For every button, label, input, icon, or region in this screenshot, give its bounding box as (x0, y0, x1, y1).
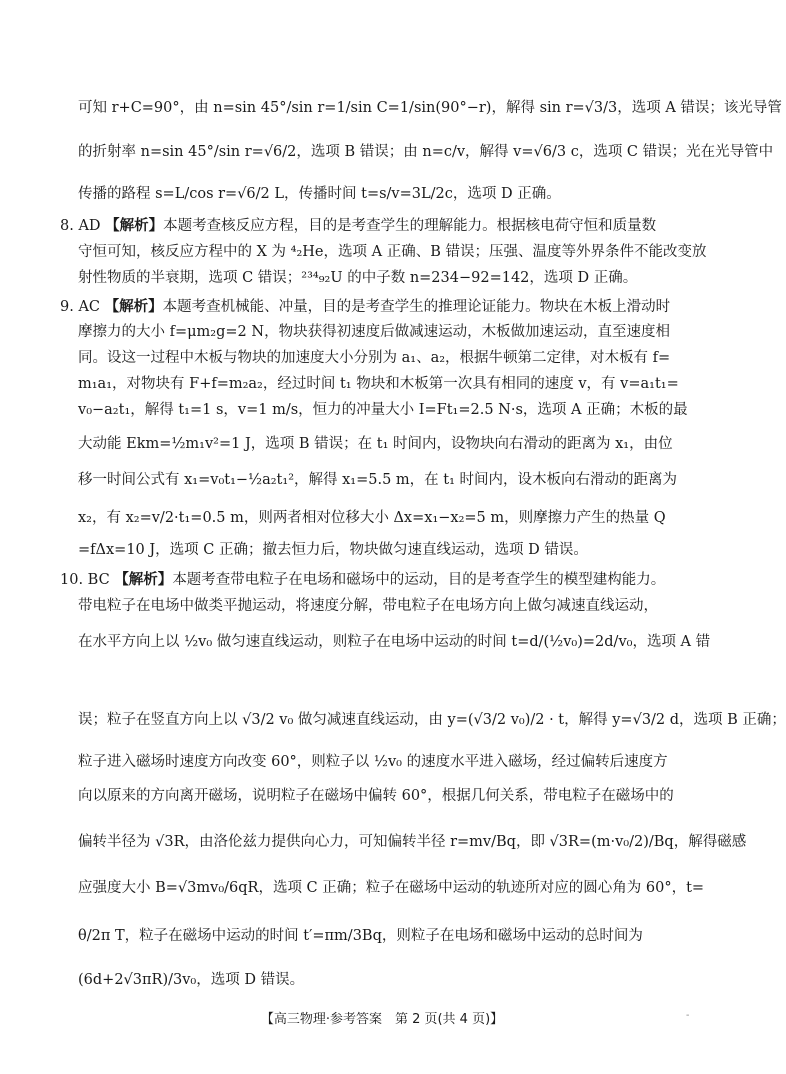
q10-line-10: (6d+2√3πR)/3v₀，选项 D 错误。 (78, 972, 305, 988)
q8-text-1: 本题考查核反应方程，目的是考查学生的理解能力。根据核电荷守恒和质量数 (163, 218, 657, 234)
corner-mark: - (686, 1010, 690, 1021)
q10-line-1 (60, 570, 700, 590)
q9-number: 9. AC (60, 299, 101, 315)
q7-line-3: 传播的路程 s=L/cos r=√6/2 L，传播时间 t=s/v=3L/2c，选项 D 正确。 (78, 186, 561, 202)
q8-number: 8. AD (60, 218, 101, 234)
q9-line-8: x₂，有 x₂=v/2·t₁=0.5 m，则两者相对位移大小 Δx=x₁−x₂=5 m，则摩擦力产生的热量 Q (78, 510, 666, 526)
q10-line-3: 在水平方向上以 ½v₀ 做匀速直线运动，则粒子在电场中运动的时间 t=d/(½v₀)=2d/v₀，选项 A 错 (78, 634, 711, 650)
q9-line-3: 同。设这一过程中木板与物块的加速度大小分别为 a₁、a₂，根据牛顿第二定律，对木板有 f= (78, 350, 671, 366)
q8-line-3: 射性物质的半衰期，选项 C 错误；²³⁴₉₂U 的中子数 n=234−92=142，选项 D 正确。 (78, 270, 638, 286)
q10-line-2: 带电粒子在电场中做类平抛运动，将速度分解，带电粒子在电场方向上做匀减速直线运动， (78, 598, 658, 614)
q10-number: 10. BC (60, 572, 110, 588)
q9-tag: 【解析】 (104, 298, 163, 315)
q9-line-7: 移一时间公式有 x₁=v₀t₁−½a₂t₁²，解得 x₁=5.5 m，在 t₁ 时间内，设木板向右滑动的距离为 (78, 472, 678, 488)
q10-text-1: 本题考查带电粒子在电场和磁场中的运动，目的是考查学生的模型建构能力。 (172, 572, 666, 588)
q8-line-1 (60, 216, 700, 236)
q9-line-1 (60, 297, 700, 317)
q10-line-4: 误；粒子在竖直方向上以 √3/2 v₀ 做匀减速直线运动，由 y=(√3/2 v₀)/2 · t，解得 y=√3/2 d，选项 B 正确； (78, 712, 786, 728)
page-footer: 【高三物理·参考答案 第 2 页(共 4 页)】 (260, 1012, 504, 1027)
q8-line-2: 守恒可知，核反应方程中的 X 为 ⁴₂He，选项 A 正确、B 错误；压强、温度等外界条件不能改变放 (78, 244, 707, 260)
q10-line-9: θ/2π T，粒子在磁场中运动的时间 t′=πm/3Bq，则粒子在电场和磁场中运动的总时间为 (78, 928, 643, 944)
q10-line-7: 偏转半径为 √3R，由洛伦兹力提供向心力，可知偏转半径 r=mv/Bq，即 √3R=(m·v₀/2)/Bq，解得磁感 (78, 834, 747, 850)
q9-line-4: m₁a₁，对物块有 F+f=m₂a₂，经过时间 t₁ 物块和木板第一次具有相同的速度 v，有 v=a₁t₁= (78, 376, 679, 392)
q10-tag: 【解析】 (114, 571, 173, 588)
q8-tag: 【解析】 (105, 217, 164, 234)
q9-line-5: v₀−a₂t₁，解得 t₁=1 s，v=1 m/s，恒力的冲量大小 I=Ft₁=2.5 N·s，选项 A 正确；木板的最 (78, 402, 688, 418)
q7-line-1: 可知 r+C=90°，由 n=sin 45°/sin r=1/sin C=1/sin(90°−r)，解得 sin r=√3/3，选项 A 错误；该光导管 (78, 100, 782, 116)
q9-line-6: 大动能 Ekm=½m₁v²=1 J，选项 B 错误；在 t₁ 时间内，设物块向右滑动的距离为 x₁，由位 (78, 436, 673, 452)
q10-line-6: 向以原来的方向离开磁场，说明粒子在磁场中偏转 60°，根据几何关系，带电粒子在磁场中的 (78, 788, 674, 804)
q9-text-1: 本题考查机械能、冲量，目的是考查学生的推理论证能力。物块在木板上滑动时 (162, 299, 671, 315)
q10-line-5: 粒子进入磁场时速度方向改变 60°，则粒子以 ½v₀ 的速度水平进入磁场，经过偏转后速度方 (78, 754, 668, 770)
q9-line-2: 摩擦力的大小 f=μm₂g=2 N，物块获得初速度后做减速运动，木板做加速运动，直至速度相 (78, 324, 671, 340)
q9-line-9: =fΔx=10 J，选项 C 正确；撤去恒力后，物块做匀速直线运动，选项 D 错误。 (78, 542, 588, 558)
q7-line-2: 的折射率 n=sin 45°/sin r=√6/2，选项 B 错误；由 n=c/v，解得 v=√6/3 c，选项 C 错误；光在光导管中 (78, 144, 774, 160)
q10-line-8: 应强度大小 B=√3mv₀/6qR，选项 C 正确；粒子在磁场中运动的轨迹所对应的圆心角为 60°，t= (78, 880, 705, 896)
